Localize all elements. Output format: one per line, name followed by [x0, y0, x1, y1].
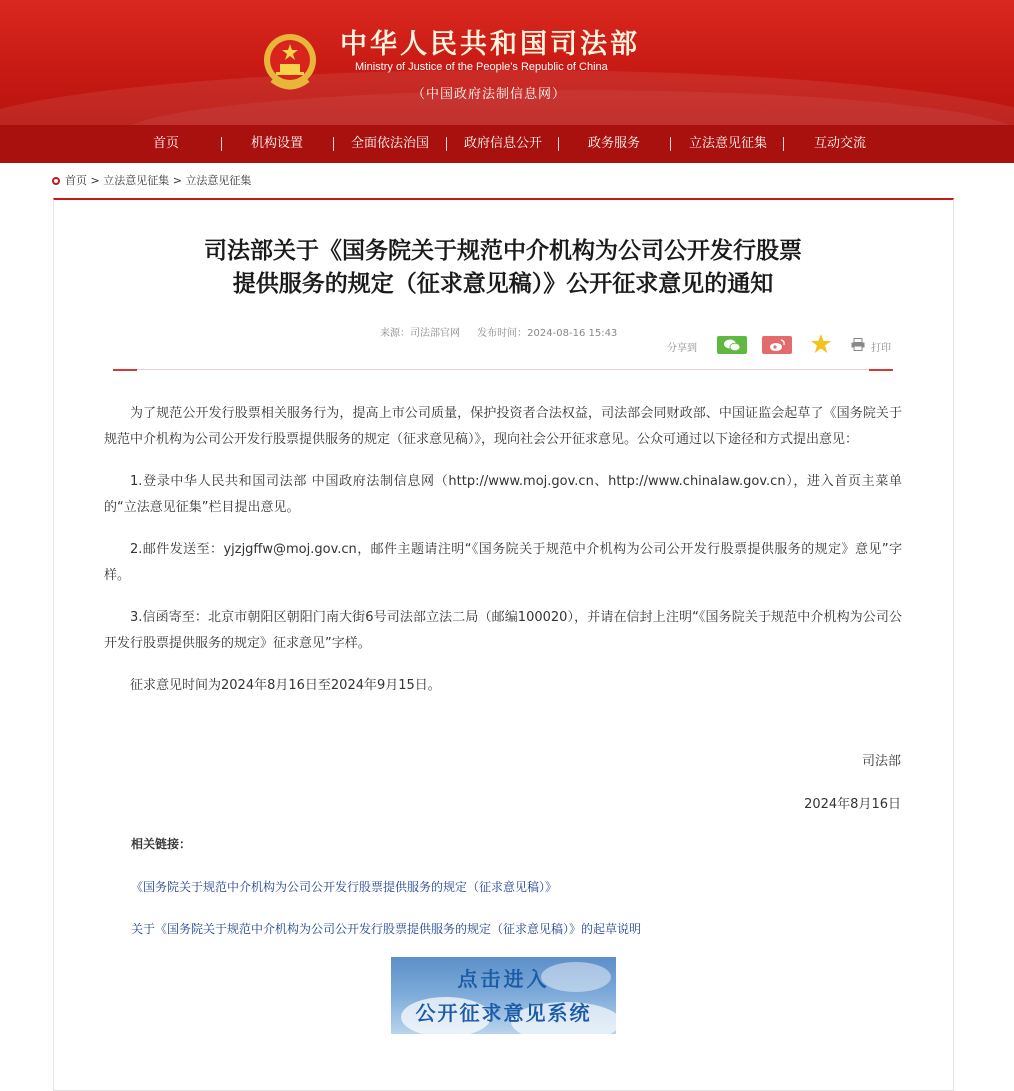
site-subtitle-cn: （中国政府法制信息网） [412, 87, 567, 102]
print-label[interactable]: 打印 [871, 343, 891, 354]
related-link[interactable]: 《国务院关于规范中介机构为公司公开发行股票提供服务的规定（征求意见稿）》 [131, 880, 558, 894]
print-icon[interactable] [851, 338, 865, 351]
banner-line: 公开征求意见系统 [415, 1001, 592, 1025]
site-subtitle-en: Ministry of Justice of the People's Republic of China [355, 61, 608, 73]
article-title-line: 提供服务的规定（征求意见稿）》公开征求意见的通知 [232, 271, 774, 297]
breadcrumb-item[interactable]: 立法意见征集 [185, 174, 252, 187]
breadcrumb-separator: > [169, 174, 186, 187]
article-sign-date: 2024年8月16日 [804, 797, 901, 812]
nav-item-services[interactable]: 政务服务 [587, 136, 640, 151]
related-link[interactable]: 关于《国务院关于规范中介机构为公司公开发行股票提供服务的规定（征求意见稿）》的起草说明 [131, 922, 642, 936]
site-title[interactable]: 中华人民共和国司法部 [340, 29, 640, 60]
favorite-star-icon[interactable] [810, 333, 832, 355]
nav-item-gov-info[interactable]: 政府信息公开 [463, 136, 542, 151]
nav-separator [333, 137, 334, 151]
weibo-share-button[interactable] [762, 336, 792, 354]
banner-line: 点击进入 [457, 967, 550, 991]
site-header [0, 0, 1014, 125]
nav-item-rule-of-law[interactable]: 全面依法治国 [350, 136, 429, 151]
feedback-system-banner[interactable] [391, 957, 616, 1034]
article-paragraph: 1.登录中华人民共和国司法部 中国政府法制信息网（http://www.moj.gov.cn、http://www.chinalaw.gov.cn），进入首页主菜单的“立法意见征集”栏目提出意见。 [104, 474, 902, 515]
main-nav [0, 125, 1014, 163]
nav-separator [558, 137, 559, 151]
nav-item-interaction[interactable]: 互动交流 [813, 136, 866, 151]
article-date: 发布时间：2024-08-16 15:43 [477, 328, 618, 339]
related-links-title: 相关链接： [131, 837, 192, 851]
nav-item-organization[interactable]: 机构设置 [250, 136, 303, 151]
article-body [104, 401, 902, 715]
article-title [53, 235, 953, 301]
article-meta [380, 324, 631, 339]
title-divider [113, 369, 893, 370]
article-paragraph: 征求意见时间为2024年8月16日至2024年9月15日。 [130, 678, 441, 693]
article-paragraph: 为了规范公开发行股票相关服务行为，提高上市公司质量，保护投资者合法权益，司法部会同财政部、中国证监会起草了《国务院关于规范中介机构为公司公开发行股票提供服务的规定（征求意见稿）》，现向社会公开征求意见。公众可通过以下途径和方式提出意见： [104, 406, 902, 447]
wechat-share-button[interactable] [717, 336, 747, 354]
article-paragraph: 3.信函寄至：北京市朝阳区朝阳门南大街6号司法部立法二局（邮编100020），并请在信封上注明“《国务院关于规范中介机构为公司公开发行股票提供服务的规定》征求意见”字样。 [104, 610, 902, 651]
breadcrumb [52, 173, 251, 189]
breadcrumb-item[interactable]: 立法意见征集 [103, 174, 170, 187]
article-paragraph: 2.邮件发送至：yjzjgffw@moj.gov.cn，邮件主题请注明“《国务院关于规范中介机构为公司公开发行股票提供服务的规定》意见”字样。 [104, 542, 902, 583]
share-label: 分享到 [667, 343, 697, 354]
weibo-icon [762, 336, 792, 354]
article-source: 来源：司法部官网 [380, 328, 460, 339]
nav-separator [670, 137, 671, 151]
location-pin-icon [52, 177, 60, 185]
nav-separator [783, 137, 784, 151]
nav-separator [446, 137, 447, 151]
nav-item-home[interactable]: 首页 [152, 136, 179, 151]
national-emblem-icon[interactable] [262, 32, 318, 92]
nav-separator [221, 137, 222, 151]
article-signature: 司法部 [861, 754, 901, 769]
wechat-icon [717, 336, 747, 354]
nav-item-legislation-feedback[interactable]: 立法意见征集 [688, 136, 767, 151]
article-title-line: 司法部关于《国务院关于规范中介机构为公司公开发行股票 [204, 238, 802, 264]
breadcrumb-separator: > [87, 174, 104, 187]
breadcrumb-home[interactable]: 首页 [65, 174, 87, 187]
